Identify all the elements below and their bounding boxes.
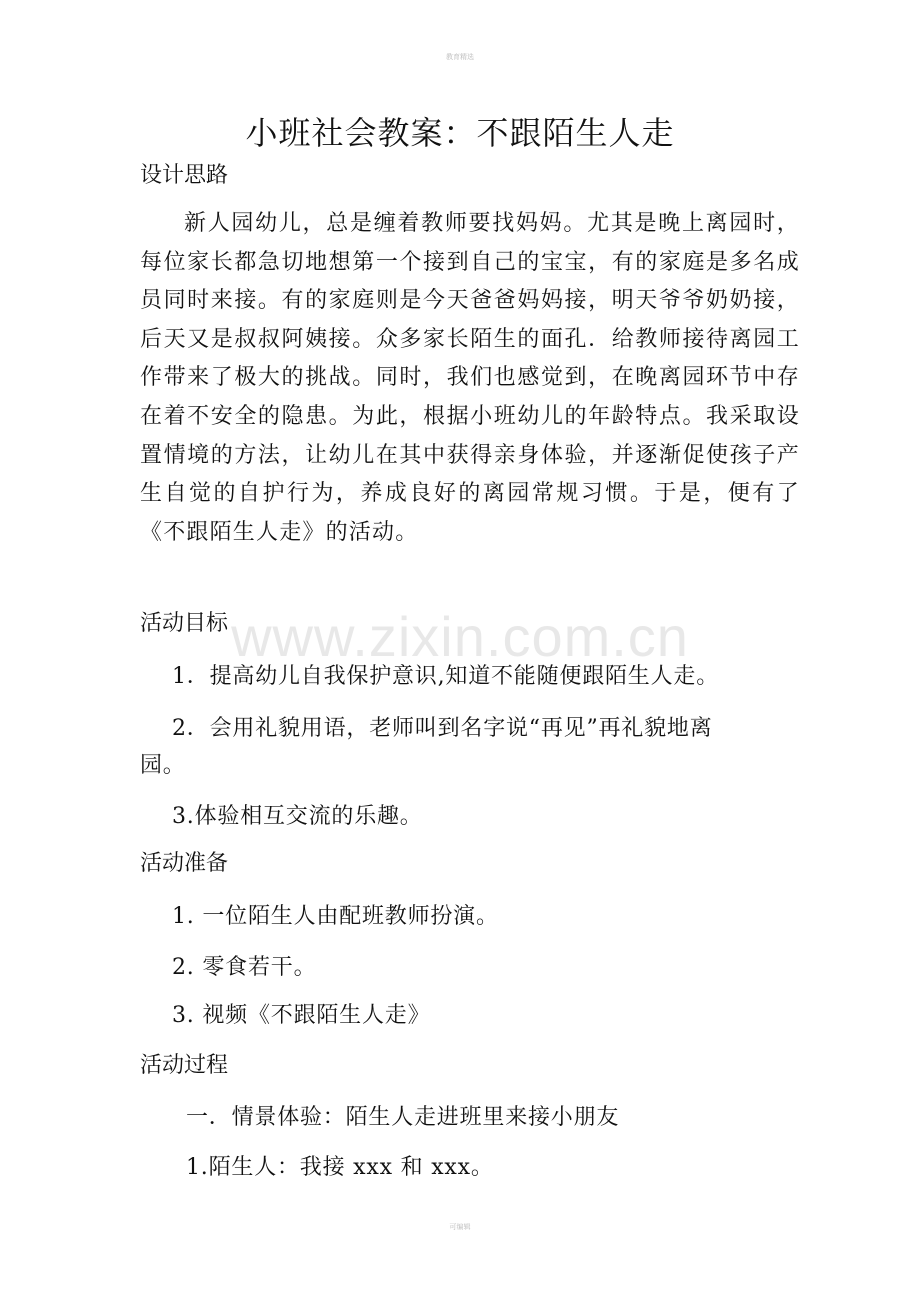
goal-item-2-continued: 园。: [140, 753, 186, 778]
page-title: 小班社会教案：不跟陌生人走: [245, 114, 675, 152]
preparation-item-1: 1. 一位陌生人由配班教师扮演。: [172, 904, 499, 929]
section-heading-process: 活动过程: [140, 1053, 229, 1078]
preparation-item-3: 3. 视频《不跟陌生人走》: [172, 1003, 431, 1028]
goal-item-3: 3.体验相互交流的乐趣。: [172, 804, 423, 829]
process-item-2: 1.陌生人：我接 xxx 和 xxx。: [186, 1155, 494, 1180]
section-heading-preparation: 活动准备: [140, 851, 229, 876]
section-heading-goals: 活动目标: [140, 611, 229, 636]
header-mark: 教育精选: [446, 53, 474, 61]
preparation-item-2: 2. 零食若干。: [172, 955, 317, 980]
goal-item-1: 1．提高幼儿自我保护意识,知道不能随便跟陌生人走。: [172, 664, 719, 689]
footer-mark: 可编辑: [449, 1223, 471, 1231]
design-paragraph: 新人园幼儿，总是缠着教师要找妈妈。尤其是晚上离园时，每位家长都急切地想第一个接到自己的宝宝，有的家庭是多名成员同时来接。有的家庭则是今天爸爸妈妈接，明天爷爷奶奶接，后天又是叔叔阿姨接。众多家长陌生的面孔．给教师接待离园工作带来了极大的挑战。同时，我们也感觉到，在晚离园环节中存在着不安全的隐患。为此，根据小班幼儿的年龄特点。我采取设置情境的方法，让幼儿在其中获得亲身体验，并逐渐促使孩子产生自觉的自护行为，养成良好的离园常规习惯。于是，便有了《不跟陌生人走》的活动。: [140, 211, 800, 545]
watermark: www.zixin.com.cn: [231, 605, 689, 668]
section-heading-design: 设计思路: [140, 163, 229, 188]
process-item-1: 一．情景体验：陌生人走进班里来接小朋友: [186, 1105, 620, 1130]
goal-item-2: 2．会用礼貌用语，老师叫到名字说“再见”再礼貌地离: [172, 716, 713, 741]
